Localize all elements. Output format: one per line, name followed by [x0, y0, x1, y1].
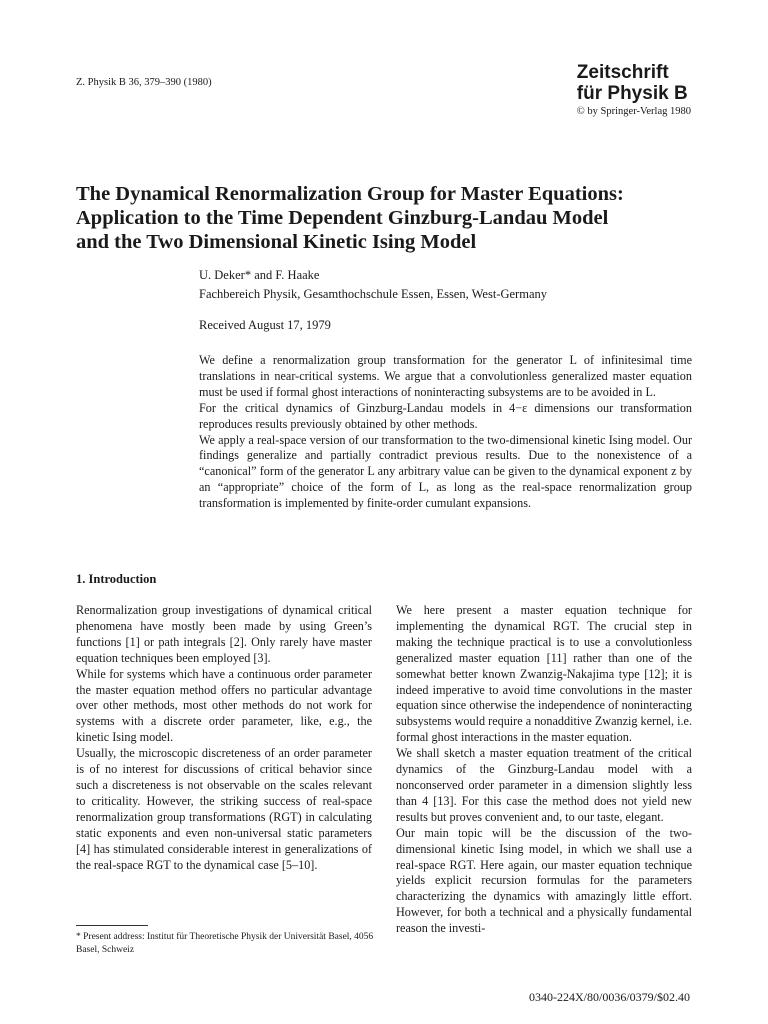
- left-paragraph-1: Renormalization group investigations of dynamical critical phenomena have mostly been made by using Green’s functions [1] or path integrals [2]. Only rarely have master equation techniques been employed [3].: [76, 603, 372, 665]
- right-paragraph-3: Our main topic will be the discussion of the two-dimensional kinetic Ising model, in which we shall use a real-space RGT. Here again, our master equation technique yields explicit recursion formulas for the parameters characterizing the dynamics with amazingly little effort. However, for both a technical and a physically fundamental reason the investi-: [396, 825, 692, 936]
- paper-title: [76, 182, 696, 254]
- section-heading: 1. Introduction: [76, 572, 157, 586]
- author-block: [199, 266, 547, 304]
- left-column: [76, 603, 372, 873]
- right-paragraph-2: We shall sketch a master equation treatment of the critical dynamics of the Ginzburg-Landau model with a nonconserved order parameter in a dimension slightly less than 4 [13]. For this case the method does not yield new results but proves convenient and, to our taste, elegant.: [396, 746, 692, 824]
- left-paragraph-3: Usually, the microscopic discreteness of an order parameter is of no interest for discussions of critical behavior since such a discreteness is not observable on the scales relevant to criticality. However, the striking success of real-space renormalization group transformations (RGT) in calculating static exponents and even non-universal static parameters [4] has stimulated considerable interest in generalizations of the real-space RGT to the dynamical case [5–10].: [76, 746, 372, 872]
- journal-name-line2: für Physik B: [576, 83, 688, 104]
- title-line-3: and the Two Dimensional Kinetic Ising Model: [76, 231, 477, 253]
- abstract-paragraph-1: We define a renormalization group transformation for the generator L of infinitesimal time translations in near-critical systems. We argue that a convolutionless generalized master equation must be used if formal ghost interactions of noninteracting subsystems are to be avoided in L.: [199, 353, 692, 399]
- author-names: U. Deker* and F. Haake: [199, 268, 320, 282]
- author-affiliation: Fachbereich Physik, Gesamthochschule Essen, Essen, West-Germany: [199, 287, 547, 301]
- footnote-divider: [76, 925, 148, 926]
- article-code: 0340-224X/80/0036/0379/$02.40: [529, 990, 690, 1004]
- abstract: [199, 353, 692, 512]
- title-line-2: Application to the Time Dependent Ginzburg-Landau Model: [76, 207, 609, 229]
- abstract-paragraph-3: We apply a real-space version of our transformation to the two-dimensional kinetic Ising model. Our findings generalize and partially contradict previous results. Due to the nonexistence of a “canonical” form of the generator L any arbitrary value can be given to the dynamical exponent z by an “appropriate” choice of the form of L, as long as the real-space renormalization group transformation is implemented by finite-order cumulant expansions.: [199, 432, 692, 511]
- right-column: [396, 603, 692, 937]
- copyright-notice: © by Springer-Verlag 1980: [576, 106, 691, 117]
- received-date: Received August 17, 1979: [199, 318, 331, 332]
- footnote: * Present address: Institut für Theoretische Physik der Universität Basel, 4056 Basel, Schweiz: [76, 932, 374, 955]
- journal-masthead: [577, 62, 691, 117]
- title-line-1: The Dynamical Renormalization Group for Master Equations:: [76, 183, 624, 205]
- journal-citation: Z. Physik B 36, 379–390 (1980): [76, 77, 212, 88]
- right-paragraph-1: We here present a master equation technique for implementing the dynamical RGT. The crucial step in making the technique practical is to use a convolutionless generalized master equation [11] rather than one of the somewhat better known Zwanzig-Nakajima type [12]; it is indeed imperative to avoid time convolutions in the master equation since otherwise the independence of noninteracting subsystems would require a nonadditive Zwanzig kernel, i.e. formal ghost interactions in the master equation.: [396, 603, 692, 745]
- left-paragraph-2: While for systems which have a continuous order parameter the master equation method offers no particular advantage over other methods, most other methods do not work for systems with a discrete order parameter, like, e.g., the kinetic Ising model.: [76, 666, 372, 745]
- abstract-paragraph-2: For the critical dynamics of Ginzburg-Landau models in 4−ε dimensions our transformation reproduces results previously obtained by other methods.: [199, 400, 692, 431]
- journal-name-line1: Zeitschrift: [576, 62, 669, 83]
